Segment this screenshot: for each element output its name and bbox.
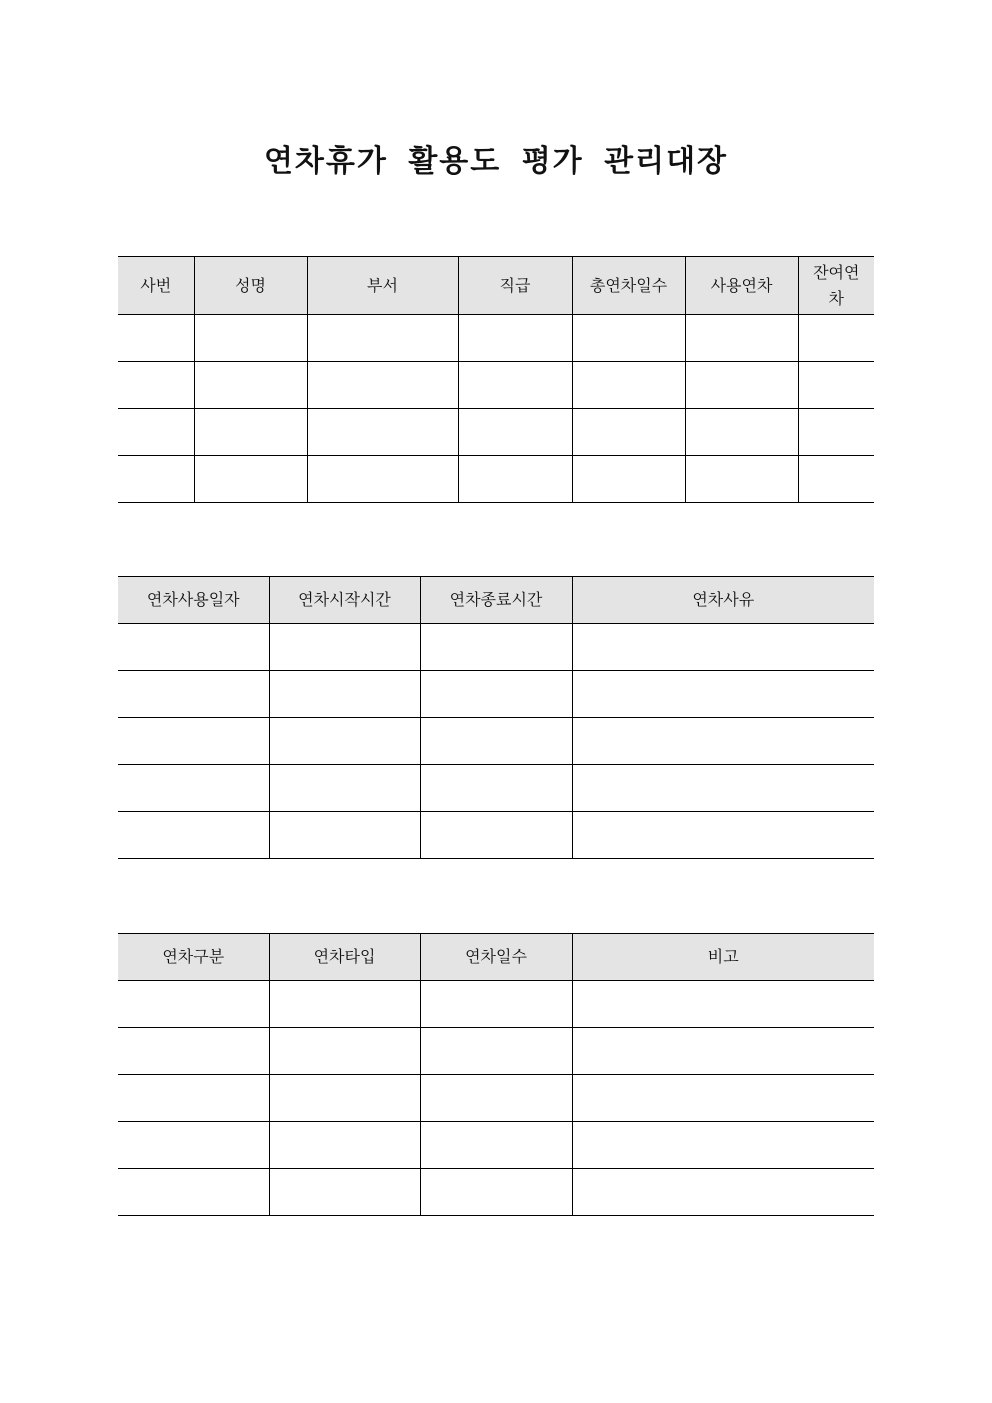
table-cell[interactable]	[118, 718, 269, 765]
table-cell[interactable]	[798, 315, 874, 362]
header-name: 성명	[194, 257, 307, 315]
table-cell[interactable]	[458, 409, 572, 456]
table-cell[interactable]	[118, 456, 194, 503]
table-cell[interactable]	[118, 1169, 269, 1216]
leave-type-table	[118, 933, 874, 1216]
table-row	[118, 409, 874, 456]
table-row	[118, 981, 874, 1028]
table-cell[interactable]	[572, 1122, 874, 1169]
table-cell[interactable]	[307, 456, 458, 503]
header-leave-category: 연차구분	[118, 934, 269, 981]
table-cell[interactable]	[118, 1075, 269, 1122]
table-cell[interactable]	[194, 315, 307, 362]
header-remarks: 비고	[572, 934, 874, 981]
table-cell[interactable]	[420, 981, 572, 1028]
table-cell[interactable]	[798, 409, 874, 456]
table-header-row	[118, 257, 874, 315]
table-row	[118, 765, 874, 812]
table-cell[interactable]	[307, 362, 458, 409]
table-cell[interactable]	[118, 409, 194, 456]
table-cell[interactable]	[118, 1122, 269, 1169]
table-cell[interactable]	[269, 1028, 420, 1075]
header-leave-type: 연차타입	[269, 934, 420, 981]
leave-usage-table	[118, 576, 874, 859]
table-cell[interactable]	[572, 765, 874, 812]
header-end-time: 연차종료시간	[420, 577, 572, 624]
table-header-row	[118, 934, 874, 981]
usage-table-body	[118, 624, 874, 859]
table-row	[118, 1028, 874, 1075]
employee-leave-table	[118, 256, 874, 503]
table-cell[interactable]	[269, 1075, 420, 1122]
table-cell[interactable]	[118, 812, 269, 859]
table-cell[interactable]	[572, 812, 874, 859]
table-cell[interactable]	[307, 315, 458, 362]
table-row	[118, 362, 874, 409]
table-cell[interactable]	[269, 981, 420, 1028]
table-cell[interactable]	[269, 671, 420, 718]
table-cell[interactable]	[269, 1169, 420, 1216]
table-cell[interactable]	[572, 1028, 874, 1075]
table-cell[interactable]	[572, 718, 874, 765]
table-cell[interactable]	[194, 409, 307, 456]
table-row	[118, 456, 874, 503]
table-cell[interactable]	[420, 624, 572, 671]
table-cell[interactable]	[118, 765, 269, 812]
table-cell[interactable]	[572, 409, 685, 456]
table-cell[interactable]	[458, 456, 572, 503]
table-cell[interactable]	[420, 1122, 572, 1169]
header-department: 부서	[307, 257, 458, 315]
table-cell[interactable]	[458, 315, 572, 362]
table-cell[interactable]	[420, 1028, 572, 1075]
header-used-leave: 사용연차	[685, 257, 798, 315]
table-cell[interactable]	[420, 671, 572, 718]
header-remaining-leave: 잔여연차	[798, 257, 874, 315]
table-cell[interactable]	[798, 456, 874, 503]
header-total-leave-days: 총연차일수	[572, 257, 685, 315]
table-cell[interactable]	[420, 1169, 572, 1216]
table-cell[interactable]	[685, 315, 798, 362]
table-row	[118, 812, 874, 859]
table-row	[118, 671, 874, 718]
table-cell[interactable]	[420, 718, 572, 765]
header-leave-days: 연차일수	[420, 934, 572, 981]
table-cell[interactable]	[458, 362, 572, 409]
header-leave-date: 연차사용일자	[118, 577, 269, 624]
table-cell[interactable]	[420, 765, 572, 812]
table-cell[interactable]	[685, 409, 798, 456]
table-cell[interactable]	[420, 812, 572, 859]
table-cell[interactable]	[572, 456, 685, 503]
type-table-body	[118, 981, 874, 1216]
table-cell[interactable]	[118, 981, 269, 1028]
table-row	[118, 718, 874, 765]
table-row	[118, 1075, 874, 1122]
document-title: 연차휴가 활용도 평가 관리대장	[263, 144, 729, 179]
table-row	[118, 315, 874, 362]
table-cell[interactable]	[269, 812, 420, 859]
table-cell[interactable]	[420, 1075, 572, 1122]
table-cell[interactable]	[118, 315, 194, 362]
table-cell[interactable]	[572, 624, 874, 671]
table-cell[interactable]	[118, 362, 194, 409]
table-cell[interactable]	[572, 1169, 874, 1216]
table-cell[interactable]	[269, 718, 420, 765]
table-cell[interactable]	[118, 1028, 269, 1075]
table-cell[interactable]	[572, 362, 685, 409]
table-row	[118, 1169, 874, 1216]
table-cell[interactable]	[572, 315, 685, 362]
table-cell[interactable]	[572, 1075, 874, 1122]
table-cell[interactable]	[798, 362, 874, 409]
table-cell[interactable]	[118, 624, 269, 671]
header-leave-reason: 연차사유	[572, 577, 874, 624]
header-employee-id: 사번	[118, 257, 194, 315]
table-row	[118, 1122, 874, 1169]
employee-table-body	[118, 315, 874, 503]
table-cell[interactable]	[307, 409, 458, 456]
table-header-row	[118, 577, 874, 624]
header-start-time: 연차시작시간	[269, 577, 420, 624]
table-row	[118, 624, 874, 671]
table-cell[interactable]	[685, 362, 798, 409]
table-cell[interactable]	[269, 1122, 420, 1169]
table-cell[interactable]	[269, 624, 420, 671]
table-cell[interactable]	[269, 765, 420, 812]
table-cell[interactable]	[572, 981, 874, 1028]
table-cell[interactable]	[194, 362, 307, 409]
header-position: 직급	[458, 257, 572, 315]
table-cell[interactable]	[685, 456, 798, 503]
table-cell[interactable]	[118, 671, 269, 718]
table-cell[interactable]	[194, 456, 307, 503]
table-cell[interactable]	[572, 671, 874, 718]
